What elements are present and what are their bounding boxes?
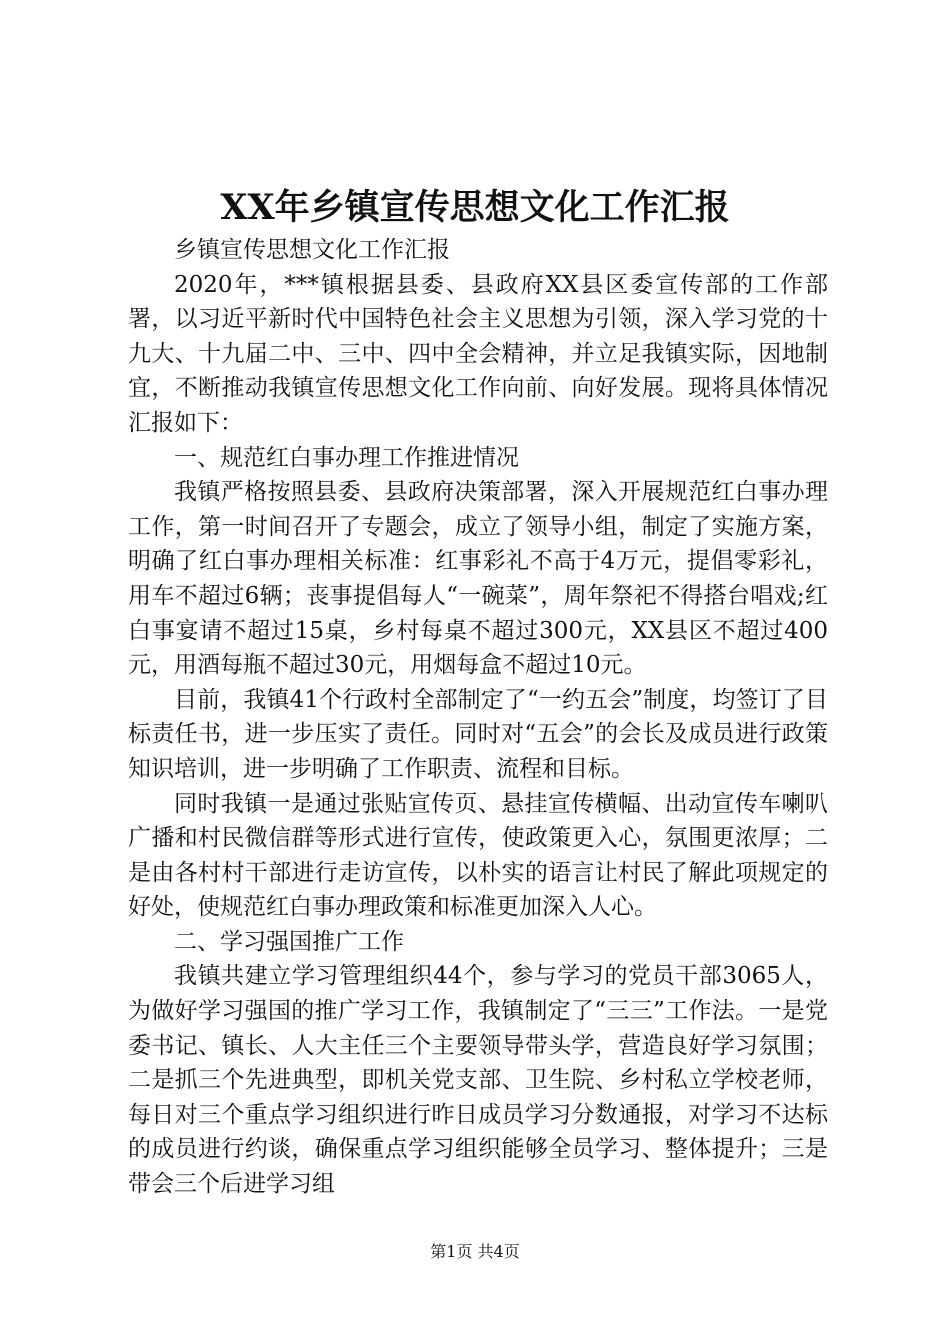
document-title: XX年乡镇宣传思想文化工作汇报	[220, 187, 730, 228]
page-footer: 第1页 共4页	[430, 1242, 520, 1261]
paragraph-subtitle: 乡镇宣传思想文化工作汇报	[174, 237, 450, 263]
paragraph-section-1-a: 我镇严格按照县委、县政府决策部署，深入开展规范红白事办理工作，第一时间召开了专题会，成立了领导小组，制定了实施方案，明确了红白事办理相关标准：红事彩礼不高于4万元，提倡零彩礼，用车不超过6辆；丧事提倡每人“一碗菜”，周年祭祀不得搭台唱戏;红白事宴请不超过15桌，乡村每桌不超过300元，XX县区不超过400元，用酒每瓶不超过30元，用烟每盒不超过10元。	[128, 479, 828, 679]
section-heading-2: 二、学习强国推广工作	[174, 928, 404, 955]
section-heading-1: 一、规范红白事办理工作推进情况	[174, 444, 519, 471]
document-body	[128, 233, 828, 1202]
paragraph-section-1-c: 同时我镇一是通过张贴宣传页、悬挂宣传横幅、出动宣传车喇叭广播和村民微信群等形式进行宣传，使政策更入心，氛围更浓厚；二是由各村村干部进行走访宣传，以朴实的语言让村民了解此项规定的好处，使规范红白事办理政策和标准更加深入人心。	[128, 790, 828, 921]
paragraph-section-2-a: 我镇共建立学习管理组织44个，参与学习的党员干部3065人，为做好学习强国的推广学习工作，我镇制定了“三三”工作法。一是党委书记、镇长、人大主任三个主要领导带头学，营造良好学习氛围；二是抓三个先进典型，即机关党支部、卫生院、乡村私立学校老师，每日对三个重点学习组织进行昨日成员学习分数通报，对学习不达标的成员进行约谈，确保重点学习组织能够全员学习、整体提升；三是带会三个后进学习组	[128, 963, 828, 1198]
paragraph-section-1-b: 目前，我镇41个行政村全部制定了“一约五会”制度，均签订了目标责任书，进一步压实了责任。同时对“五会”的会长及成员进行政策知识培训，进一步明确了工作职责、流程和目标。	[128, 686, 828, 782]
paragraph-intro: 2020年，***镇根据县委、县政府XX县区委宣传部的工作部署，以习近平新时代中国特色社会主义思想为引领，深入学习党的十九大、十九届二中、三中、四中全会精神，并立足我镇实际，因地制宜，不断推动我镇宣传思想文化工作向前、向好发展。现将具体情况汇报如下：	[128, 271, 828, 436]
